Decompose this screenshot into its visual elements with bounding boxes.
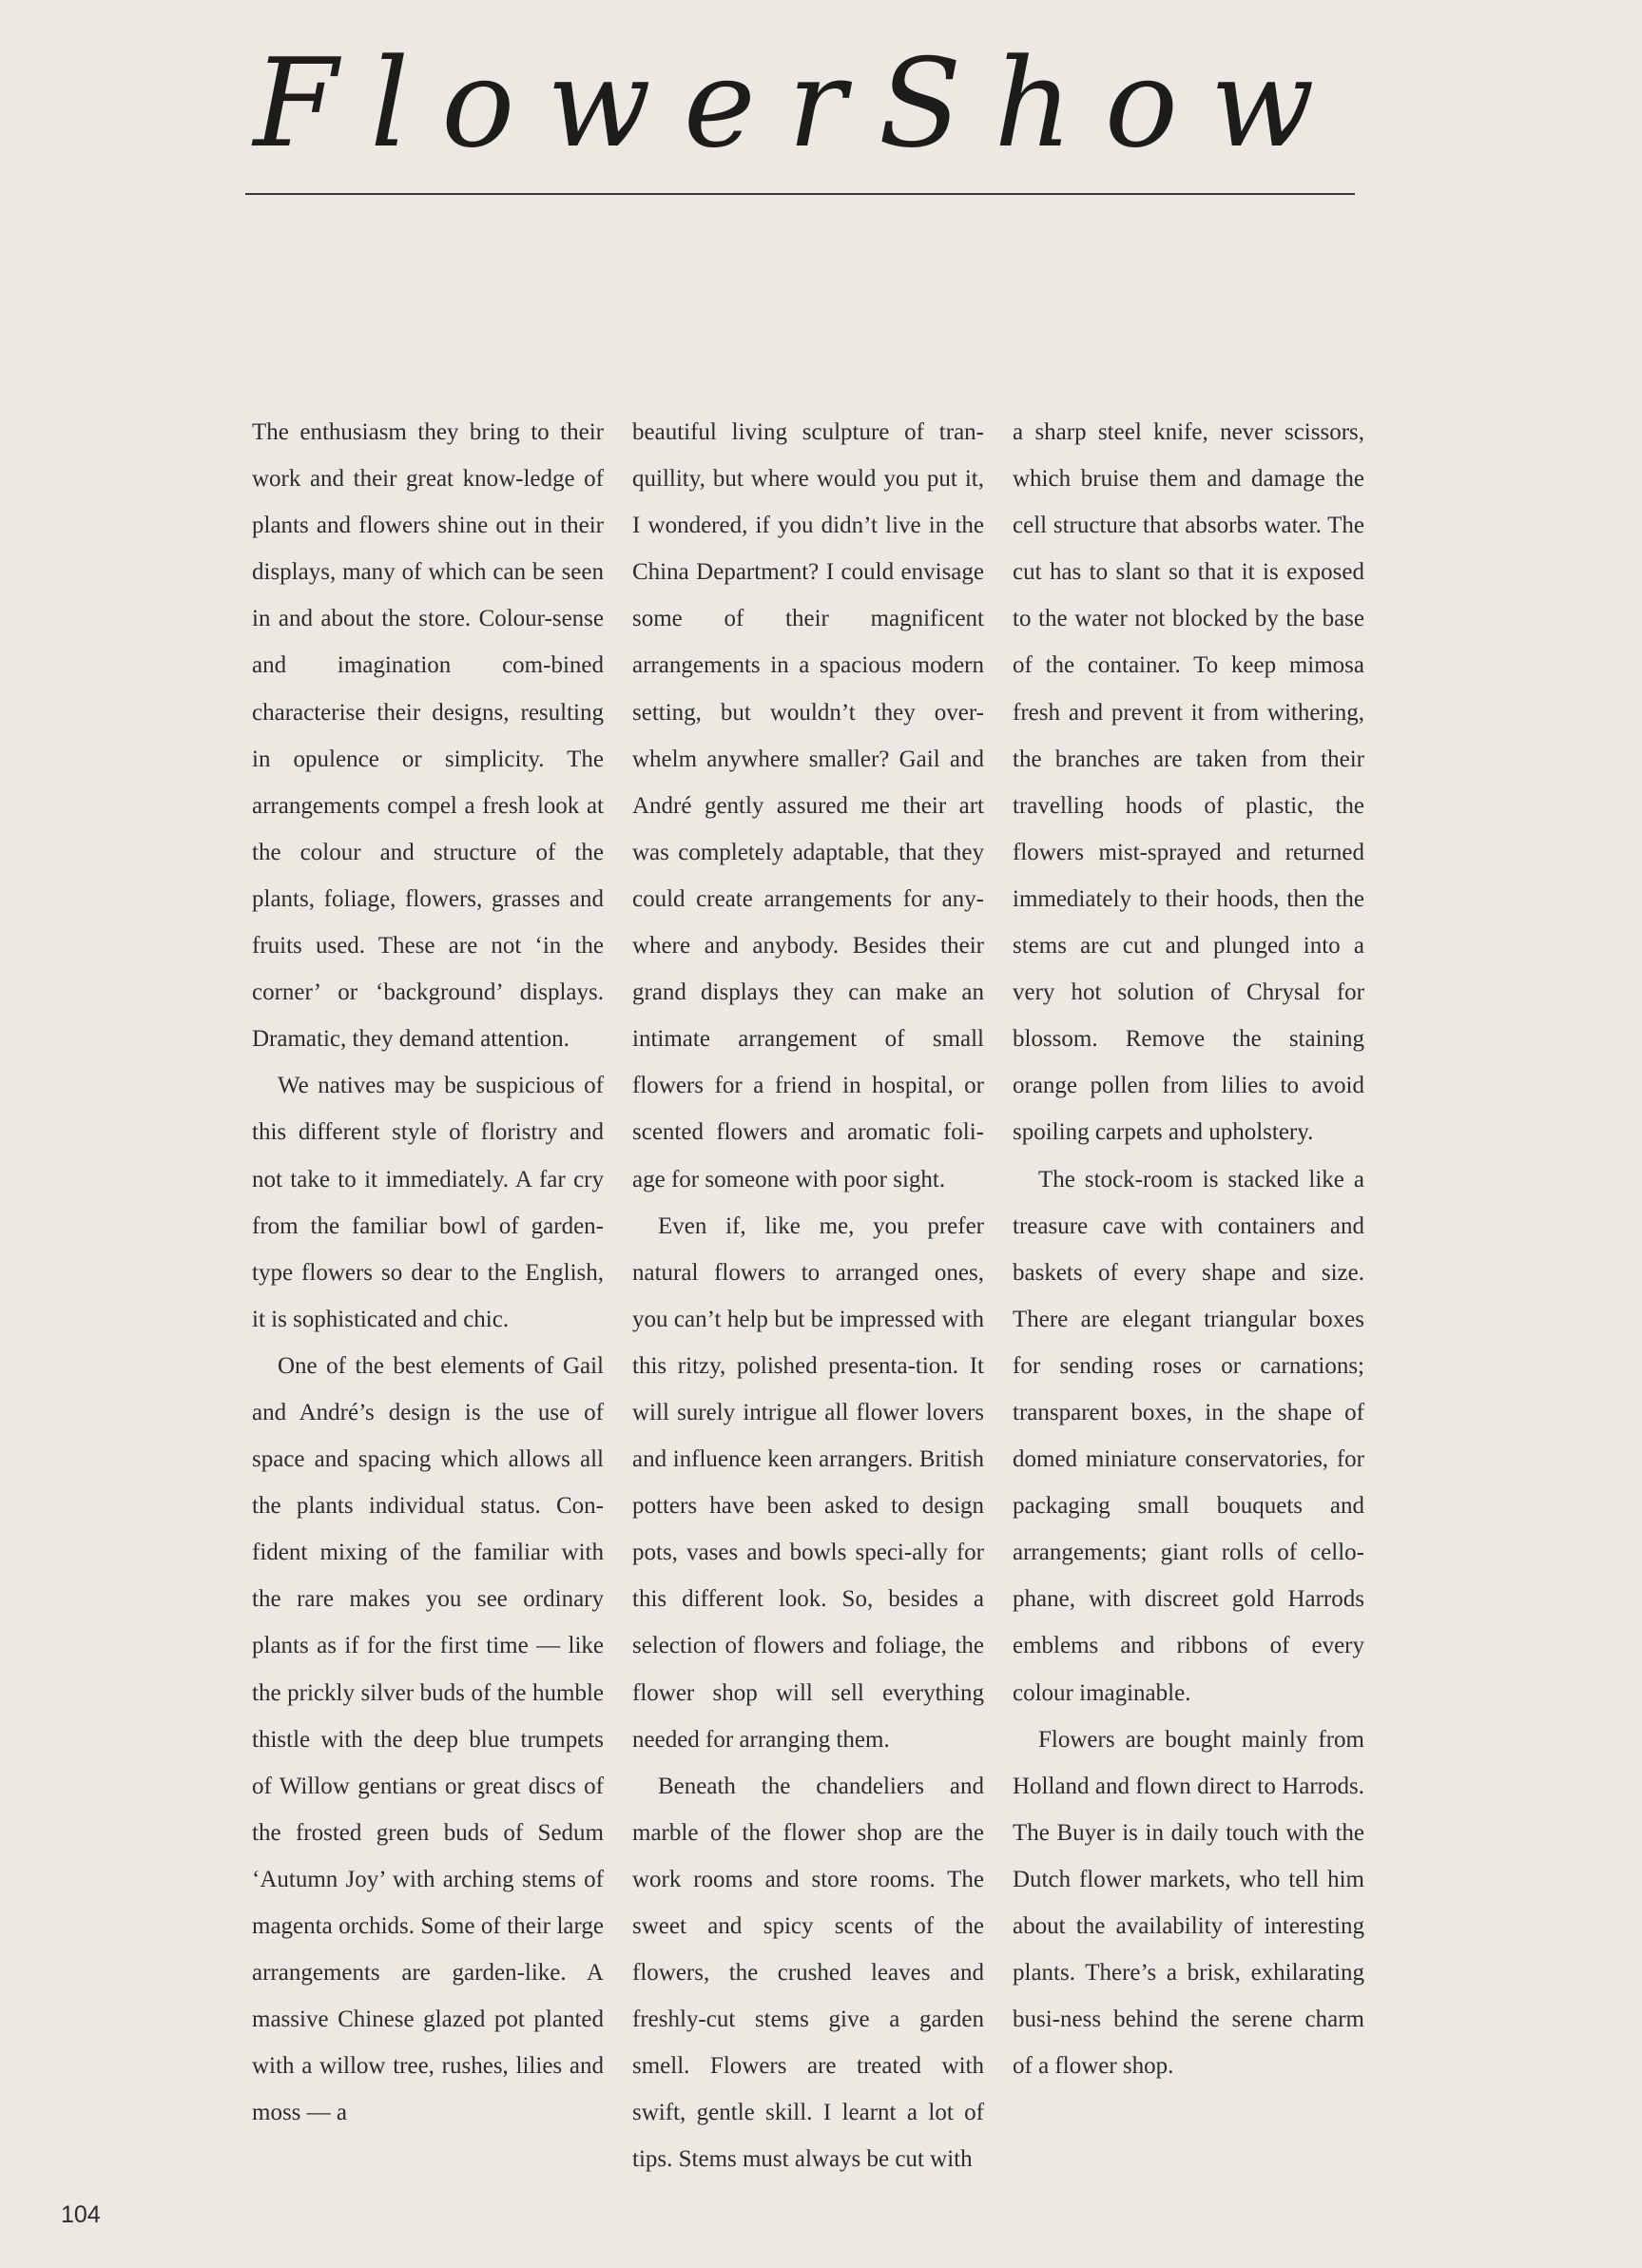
page-title: FlowerShow [253, 33, 1347, 175]
paragraph: Flowers are bought mainly from Holland and flown direct to Harrods. The Buyer is in daily touch with the Dutch flower markets, who tell him about the availability of interesting plants. There’s a brisk, exhilarating busi-ness behind the serene charm of a flower shop. [1013, 1726, 1364, 2080]
article-column-3 [1013, 409, 1364, 2089]
paragraph: a sharp steel knife, never scissors, which bruise them and damage the cell structure that absorbs water. The cut has to slant so that it is exposed to the water not blocked by the base of the container. To keep mimosa fresh and prevent it from withering, the branches are taken from their travelling hoods of plastic, the flowers mist-sprayed and returned immediately to their hoods, then the stems are cut and plunged into a very hot solution of Chrysal for blossom. Remove the staining orange pollen from lilies to avoid spoiling carpets and upholstery. [1013, 419, 1364, 1146]
article-column-2 [632, 409, 984, 2183]
paragraph: The enthusiasm they bring to their work and their great know-ledge of plants and flowers shine out in their displays, many of which can be seen in and about the store. Colour-sense and imagination com-bined characterise their designs, resulting in opulence or simplicity. The arrangements compel a fresh look at the colour and structure of the plants, foliage, flowers, grasses and fruits used. These are not ‘in the corner’ or ‘background’ displays. Dramatic, they demand attention. [252, 419, 604, 1053]
page-number: 104 [61, 2201, 101, 2228]
paragraph: One of the best elements of Gail and André’s design is the use of space and spacing which allows all the plants individual status. Con-fident mixing of the familiar with the rare makes you see ordinary plants as if for the first time — like the prickly silver buds of the humble thistle with the deep blue trumpets of Willow gentians or great discs of the frosted green buds of Sedum ‘Autumn Joy’ with arching stems of magenta orchids. Some of their large arrangements are garden-like. A massive Chinese glazed pot planted with a willow tree, rushes, lilies and moss — a [252, 1352, 604, 2126]
paragraph: We natives may be suspicious of this different style of floristry and not take to it immediately. A far cry from the familiar bowl of garden-type flowers so dear to the English, it is sophisticated and chic. [252, 1073, 604, 1332]
title-divider [245, 193, 1355, 195]
paragraph: The stock-room is stacked like a treasure cave with containers and baskets of every shape and size. There are elegant triangular boxes for sending roses or carnations; transparent boxes, in the shape of domed miniature conservatories, for packaging small bouquets and arrangements; giant rolls of cello-phane, with discreet gold Harrods emblems and ribbons of every colour imaginable. [1013, 1166, 1364, 1706]
article-column-1 [252, 409, 604, 2136]
paragraph: Even if, like me, you prefer natural flowers to arranged ones, you can’t help but be impressed with this ritzy, polished presenta-tion. It will surely intrigue all flower lovers and influence keen arrangers. British potters have been asked to design pots, vases and bowls speci-ally for this different look. So, besides a selection of flowers and foliage, the flower shop will sell everything needed for arranging them. [632, 1212, 984, 1753]
paragraph: beautiful living sculpture of tran-quillity, but where would you put it, I wondered, if you didn’t live in the China Department? I could envisage some of their magnificent arrangements in a spacious modern setting, but wouldn’t they over-whelm anywhere smaller? Gail and André gently assured me their art was completely adaptable, that they could create arrangements for any-where and anybody. Besides their grand displays they can make an intimate arrangement of small flowers for a friend in hospital, or scented flowers and aromatic foli-age for someone with poor sight. [632, 419, 984, 1192]
paragraph: Beneath the chandeliers and marble of the flower shop are the work rooms and store rooms. The sweet and spicy scents of the flowers, the crushed leaves and freshly-cut stems give a garden smell. Flowers are treated with swift, gentle skill. I learnt a lot of tips. Stems must always be cut with [632, 1773, 984, 2173]
